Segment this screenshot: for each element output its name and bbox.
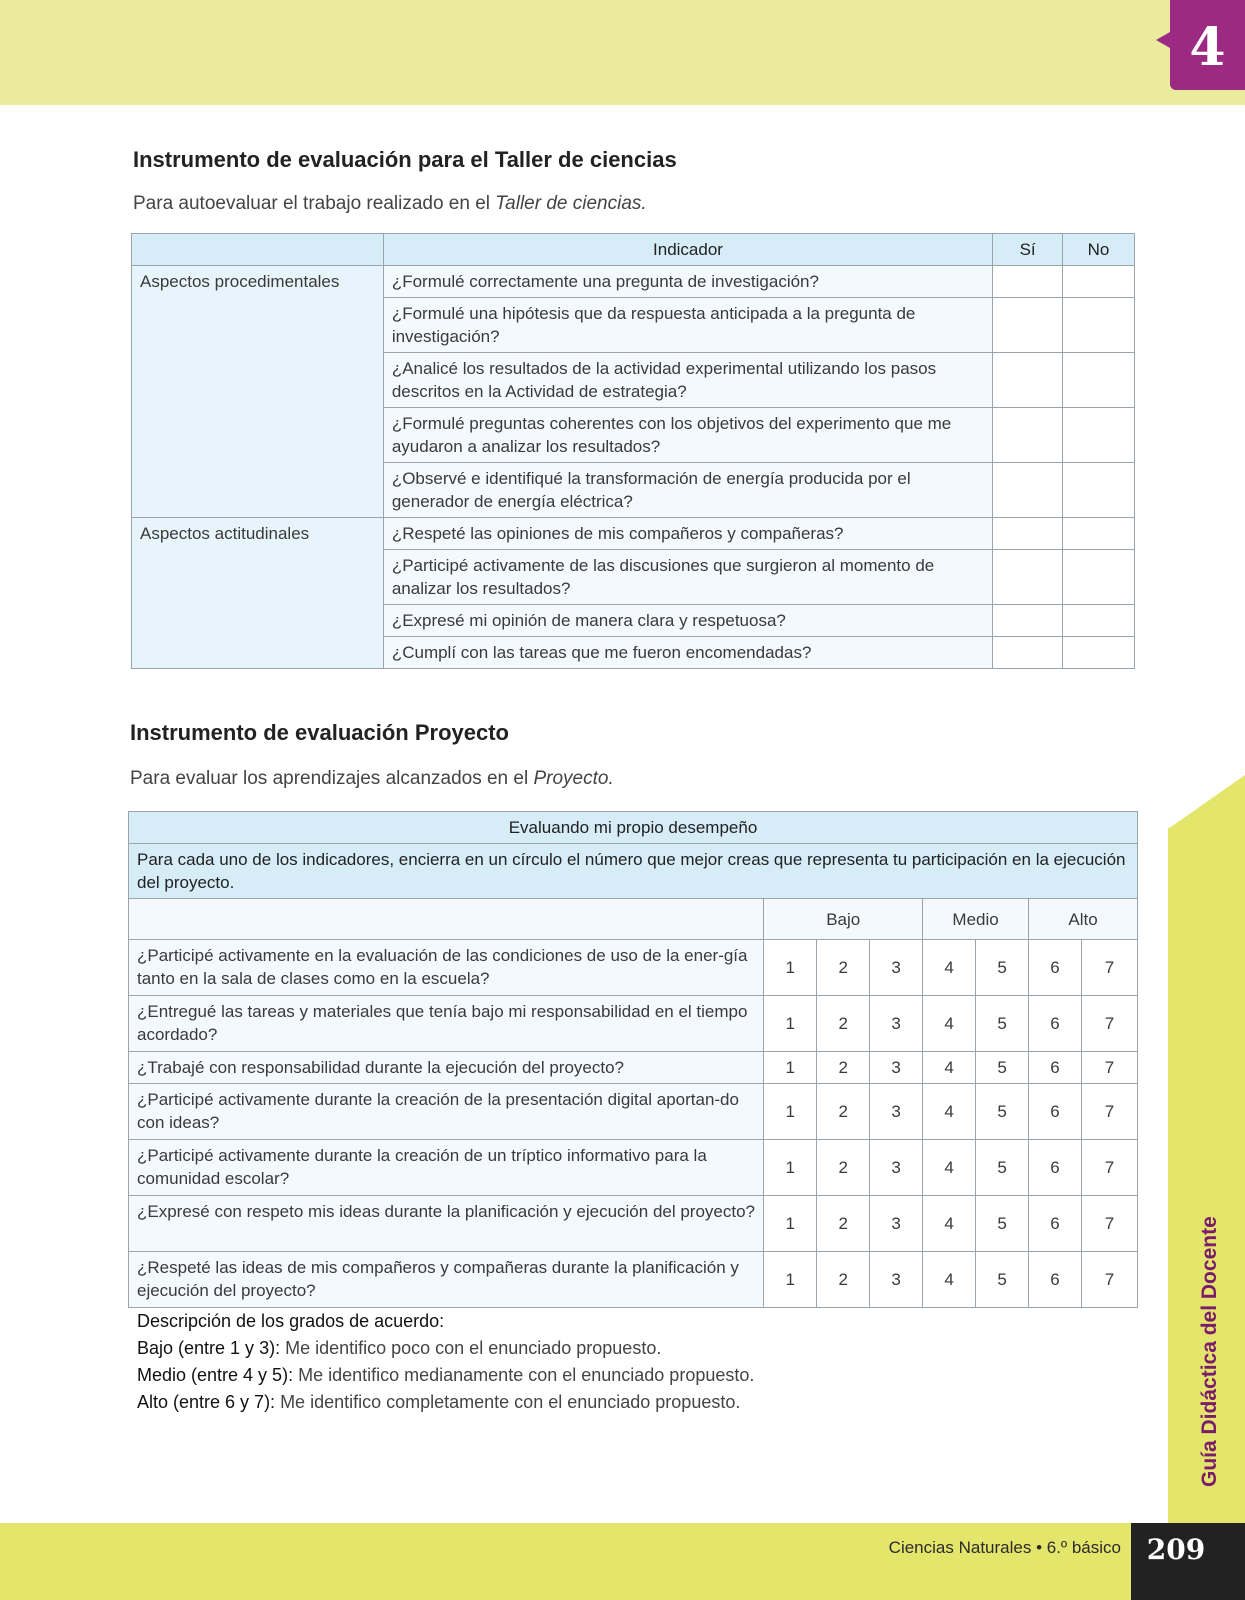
description-heading: Descripción de los grados de acuerdo: xyxy=(137,1311,445,1331)
table-title-row xyxy=(129,812,1138,844)
score-7[interactable]: 7 xyxy=(1082,1052,1138,1084)
description-text: Me identifico completamente con el enunciado propuesto. xyxy=(275,1392,741,1412)
table-header-row xyxy=(132,234,1135,266)
score-2[interactable]: 2 xyxy=(817,1252,870,1308)
score-4[interactable]: 4 xyxy=(923,1140,976,1196)
indicator-cell: ¿Respeté las opiniones de mis compañeros y compañeras? xyxy=(383,518,992,550)
score-5[interactable]: 5 xyxy=(976,996,1029,1052)
table-title: Evaluando mi propio desempeño xyxy=(129,812,1138,844)
score-6[interactable]: 6 xyxy=(1029,1052,1082,1084)
no-cell[interactable] xyxy=(1063,605,1135,637)
no-cell[interactable] xyxy=(1063,637,1135,669)
no-cell[interactable] xyxy=(1063,408,1135,463)
score-4[interactable]: 4 xyxy=(923,1084,976,1140)
score-5[interactable]: 5 xyxy=(976,1252,1029,1308)
score-7[interactable]: 7 xyxy=(1082,1196,1138,1252)
score-1[interactable]: 1 xyxy=(764,1084,817,1140)
no-cell[interactable] xyxy=(1063,298,1135,353)
score-4[interactable]: 4 xyxy=(923,1252,976,1308)
score-2[interactable]: 2 xyxy=(817,1052,870,1084)
table-row xyxy=(132,266,1135,298)
section2-title: Instrumento de evaluación Proyecto xyxy=(130,720,509,745)
header-no: No xyxy=(1063,234,1135,266)
yes-cell[interactable] xyxy=(993,353,1063,408)
score-2[interactable]: 2 xyxy=(817,1140,870,1196)
question-cell: ¿Participé activamente durante la creación de un tríptico informativo para la comunidad escolar? xyxy=(129,1140,764,1196)
taller-table xyxy=(131,233,1135,669)
score-4[interactable]: 4 xyxy=(923,1052,976,1084)
top-band xyxy=(0,0,1245,105)
score-3[interactable]: 3 xyxy=(870,996,923,1052)
yes-cell[interactable] xyxy=(993,637,1063,669)
score-5[interactable]: 5 xyxy=(976,1196,1029,1252)
score-6[interactable]: 6 xyxy=(1029,940,1082,996)
description-line xyxy=(137,1389,754,1416)
page-number: 209 xyxy=(1146,1533,1206,1566)
description-label: Alto (entre 6 y 7): xyxy=(137,1392,276,1412)
score-5[interactable]: 5 xyxy=(976,1084,1029,1140)
score-3[interactable]: 3 xyxy=(870,1084,923,1140)
table-row xyxy=(129,1140,1138,1196)
table-row xyxy=(129,1196,1138,1252)
level-bajo: Bajo xyxy=(764,899,923,940)
yes-cell[interactable] xyxy=(993,518,1063,550)
score-6[interactable]: 6 xyxy=(1029,1084,1082,1140)
description-label: Medio (entre 4 y 5): xyxy=(137,1365,294,1385)
score-2[interactable]: 2 xyxy=(817,1084,870,1140)
side-band-corner xyxy=(1168,775,1245,829)
score-1[interactable]: 1 xyxy=(764,940,817,996)
score-1[interactable]: 1 xyxy=(764,1140,817,1196)
indicator-cell: ¿Expresé mi opinión de manera clara y respetuosa? xyxy=(383,605,992,637)
score-1[interactable]: 1 xyxy=(764,1052,817,1084)
indicator-cell: ¿Participé activamente de las discusiones que surgieron al momento de analizar los resultados? xyxy=(383,550,992,605)
page-number-box xyxy=(1131,1523,1245,1600)
aspect-label: Aspectos procedimentales xyxy=(132,266,384,518)
yes-cell[interactable] xyxy=(993,605,1063,637)
score-3[interactable]: 3 xyxy=(870,1052,923,1084)
question-cell: ¿Entregué las tareas y materiales que tenía bajo mi responsabilidad en el tiempo acordado? xyxy=(129,996,764,1052)
description-label: Bajo (entre 1 y 3): xyxy=(137,1338,281,1358)
description-text: Me identifico poco con el enunciado propuesto. xyxy=(280,1338,662,1358)
no-cell[interactable] xyxy=(1063,353,1135,408)
score-4[interactable]: 4 xyxy=(923,996,976,1052)
table-instruction-row xyxy=(129,844,1138,899)
score-4[interactable]: 4 xyxy=(923,940,976,996)
score-1[interactable]: 1 xyxy=(764,996,817,1052)
indicator-cell: ¿Formulé correctamente una pregunta de investigación? xyxy=(383,266,992,298)
score-3[interactable]: 3 xyxy=(870,940,923,996)
yes-cell[interactable] xyxy=(993,408,1063,463)
footer-subject: Ciencias Naturales • 6.º básico xyxy=(888,1538,1121,1557)
level-alto: Alto xyxy=(1029,899,1138,940)
table-row xyxy=(132,518,1135,550)
score-7[interactable]: 7 xyxy=(1082,940,1138,996)
no-cell[interactable] xyxy=(1063,266,1135,298)
score-3[interactable]: 3 xyxy=(870,1140,923,1196)
score-7[interactable]: 7 xyxy=(1082,1084,1138,1140)
indicator-cell: ¿Formulé preguntas coherentes con los objetivos del experimento que me ayudaron a analizar los resultados? xyxy=(383,408,992,463)
aspect-label: Aspectos actitudinales xyxy=(132,518,384,669)
level-medio: Medio xyxy=(923,899,1029,940)
score-6[interactable]: 6 xyxy=(1029,996,1082,1052)
indicator-cell: ¿Formulé una hipótesis que da respuesta anticipada a la pregunta de investigación? xyxy=(383,298,992,353)
score-3[interactable]: 3 xyxy=(870,1196,923,1252)
level-header-row xyxy=(129,899,1138,940)
description-line xyxy=(137,1335,754,1362)
header-yes: Sí xyxy=(993,234,1063,266)
side-label: Guía Didáctica del Docente xyxy=(1198,1216,1221,1487)
yes-cell[interactable] xyxy=(993,550,1063,605)
indicator-cell: ¿Observé e identifiqué la transformación de energía producida por el generador de energía eléctrica? xyxy=(383,463,992,518)
table-row xyxy=(129,996,1138,1052)
section1-title: Instrumento de evaluación para el Taller de ciencias xyxy=(133,147,677,172)
table-row xyxy=(129,1084,1138,1140)
header-indicator: Indicador xyxy=(383,234,992,266)
score-1[interactable]: 1 xyxy=(764,1196,817,1252)
description-line xyxy=(137,1362,754,1389)
table-row xyxy=(129,1252,1138,1308)
section2-intro-italic: Proyecto. xyxy=(533,768,614,789)
score-2[interactable]: 2 xyxy=(817,940,870,996)
chapter-number: 4 xyxy=(1189,17,1226,78)
section1-intro-text: Para autoevaluar el trabajo realizado en el xyxy=(133,193,496,214)
grade-description xyxy=(137,1308,754,1416)
section1-intro-italic: Taller de ciencias. xyxy=(495,193,647,214)
score-4[interactable]: 4 xyxy=(923,1196,976,1252)
score-6[interactable]: 6 xyxy=(1029,1196,1082,1252)
chapter-tab xyxy=(1170,0,1245,90)
score-5[interactable]: 5 xyxy=(976,1052,1029,1084)
question-cell: ¿Trabajé con responsabilidad durante la ejecución del proyecto? xyxy=(129,1052,764,1084)
score-1[interactable]: 1 xyxy=(764,1252,817,1308)
table-instruction: Para cada uno de los indicadores, encierra en un círculo el número que mejor creas que representa tu participación en la ejecución del proyecto. xyxy=(129,844,1138,899)
yes-cell[interactable] xyxy=(993,266,1063,298)
score-5[interactable]: 5 xyxy=(976,940,1029,996)
indicator-cell: ¿Analicé los resultados de la actividad experimental utilizando los pasos descritos en la Actividad de estrategia? xyxy=(383,353,992,408)
score-5[interactable]: 5 xyxy=(976,1140,1029,1196)
footer-band xyxy=(0,1523,1245,1600)
score-7[interactable]: 7 xyxy=(1082,1140,1138,1196)
header-blank xyxy=(132,234,384,266)
no-cell[interactable] xyxy=(1063,518,1135,550)
yes-cell[interactable] xyxy=(993,298,1063,353)
score-2[interactable]: 2 xyxy=(817,996,870,1052)
question-cell: ¿Participé activamente en la evaluación de las condiciones de uso de la ener-gía tanto en la sala de clases como en la escuela? xyxy=(129,940,764,996)
description-text: Me identifico medianamente con el enunciado propuesto. xyxy=(293,1365,755,1385)
question-cell: ¿Expresé con respeto mis ideas durante la planificación y ejecución del proyecto? xyxy=(129,1196,764,1252)
section1-intro xyxy=(133,193,647,215)
section2-intro-text: Para evaluar los aprendizajes alcanzados en el xyxy=(130,768,534,789)
no-cell[interactable] xyxy=(1063,550,1135,605)
question-cell: ¿Participé activamente durante la creación de la presentación digital aportan-do con ideas? xyxy=(129,1084,764,1140)
score-7[interactable]: 7 xyxy=(1082,996,1138,1052)
question-cell: ¿Respeté las ideas de mis compañeros y compañeras durante la planificación y ejecución del proyecto? xyxy=(129,1252,764,1308)
score-6[interactable]: 6 xyxy=(1029,1140,1082,1196)
indicator-cell: ¿Cumplí con las tareas que me fueron encomendadas? xyxy=(383,637,992,669)
no-cell[interactable] xyxy=(1063,463,1135,518)
table-row xyxy=(129,1052,1138,1084)
score-2[interactable]: 2 xyxy=(817,1196,870,1252)
score-3[interactable]: 3 xyxy=(870,1252,923,1308)
yes-cell[interactable] xyxy=(993,463,1063,518)
score-6[interactable]: 6 xyxy=(1029,1252,1082,1308)
score-7[interactable]: 7 xyxy=(1082,1252,1138,1308)
level-blank xyxy=(129,899,764,940)
table-row xyxy=(129,940,1138,996)
proyecto-table xyxy=(128,811,1138,1308)
section2-intro xyxy=(130,768,614,790)
